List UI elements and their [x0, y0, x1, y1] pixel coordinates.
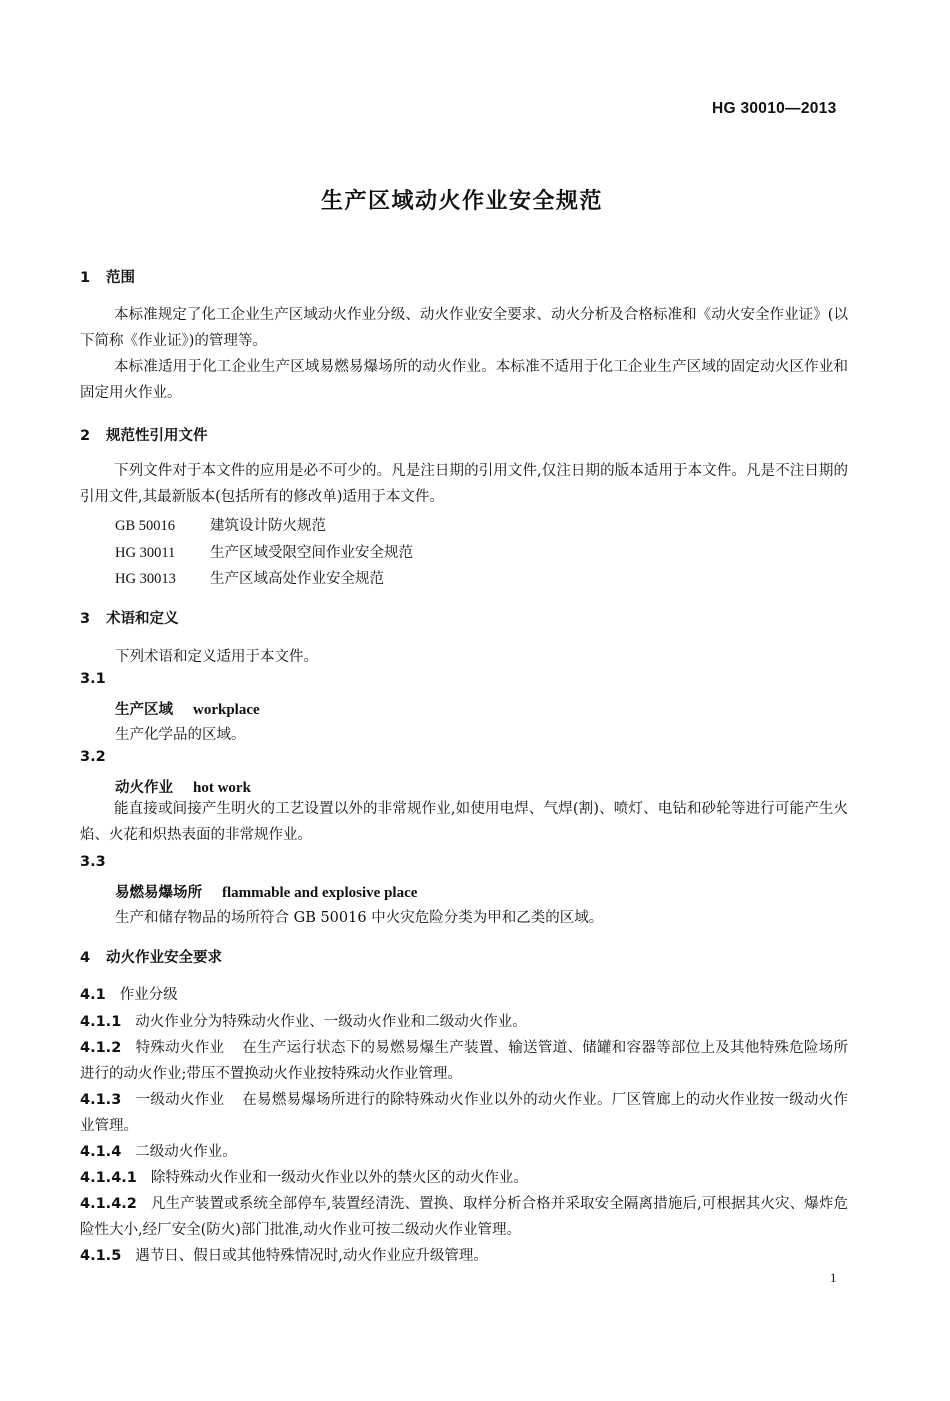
reference-code: HG 30011 — [115, 545, 176, 561]
section-2-heading — [80, 424, 208, 445]
clause-text: 除特殊动火作业和一级动火作业以外的禁火区的动火作业。 — [150, 1170, 528, 1186]
term-zh: 易燃易爆场所 — [115, 885, 202, 901]
term-zh: 生产区域 — [115, 702, 173, 718]
paragraph: 本标准适用于化工企业生产区域易燃易爆场所的动火作业。本标准不适用于化工企业生产区域的固定动火区作业和固定用火作业。 — [80, 359, 848, 401]
section-3-heading — [80, 607, 179, 628]
clause-title: 特殊动火作业 — [135, 1040, 225, 1056]
clause-4-1-3 — [80, 1087, 848, 1139]
clause-number: 4.1.5 — [80, 1248, 122, 1264]
reference-code: GB 50016 — [115, 518, 176, 534]
term-en: flammable and explosive place — [222, 885, 418, 901]
reference-item — [115, 514, 326, 535]
paragraph: 下列术语和定义适用于本文件。 — [115, 649, 318, 665]
section-4-heading — [80, 946, 222, 967]
clause-4-1-4 — [80, 1139, 848, 1165]
standard-code: HG 30010—2013 — [712, 100, 837, 117]
reference-name: 生产区域高处作业安全规范 — [210, 571, 384, 587]
term-number: 3.2 — [80, 749, 106, 765]
section-title: 动火作业安全要求 — [106, 950, 222, 966]
clause-text: 在生产运行状态下的易燃易爆生产装置、输送管道、储罐和容器等部位上及其他特殊危险场所进行的动火作业;带压不置换动火作业按特殊动火作业管理。 — [80, 1040, 848, 1082]
term-heading — [115, 776, 251, 797]
reference-name: 建筑设计防火规范 — [210, 518, 326, 534]
term-definition: 生产化学品的区域。 — [115, 727, 246, 743]
clause-4-1-4-1 — [80, 1165, 848, 1191]
reference-code: HG 30013 — [115, 571, 176, 587]
clause-number: 4.1.2 — [80, 1040, 122, 1056]
reference-item — [115, 567, 384, 588]
term-zh: 动火作业 — [115, 780, 173, 796]
section-number: 1 — [80, 270, 91, 286]
term-number: 3.3 — [80, 854, 106, 870]
clause-text: 凡生产装置或系统全部停车,装置经清洗、置换、取样分析合格并采取安全隔离措施后,可根据其火灾、爆炸危险性大小,经厂安全(防火)部门批准,动火作业可按二级动火作业管理。 — [80, 1196, 848, 1238]
section-number: 4 — [80, 950, 91, 966]
term-heading — [115, 698, 260, 719]
clause-title: 一级动火作业 — [135, 1092, 225, 1108]
section-title: 术语和定义 — [106, 611, 179, 627]
clause-4-1 — [80, 982, 848, 1008]
section-title: 范围 — [106, 270, 135, 286]
section-title: 规范性引用文件 — [106, 428, 208, 444]
clause-number: 4.1.4.2 — [80, 1196, 137, 1212]
document-title: 生产区域动火作业安全规范 — [320, 189, 603, 214]
term-definition: 能直接或间接产生明火的工艺设置以外的非常规作业,如使用电焊、气焊(割)、喷灯、电钻和砂轮等进行可能产生火焰、火花和炽热表面的非常规作业。 — [80, 801, 848, 843]
section-number: 2 — [80, 428, 91, 444]
section-1-heading — [80, 266, 135, 287]
clause-text: 作业分级 — [119, 987, 178, 1003]
section-number: 3 — [80, 611, 91, 627]
reference-item — [115, 541, 413, 562]
clause-4-1-5 — [80, 1243, 848, 1269]
clause-number: 4.1.4 — [80, 1144, 122, 1160]
paragraph: 下列文件对于本文件的应用是必不可少的。凡是注日期的引用文件,仅注日期的版本适用于本文件。凡是不注日期的引用文件,其最新版本(包括所有的修改单)适用于本文件。 — [80, 463, 848, 505]
clause-text: 动火作业分为特殊动火作业、一级动火作业和二级动火作业。 — [135, 1014, 527, 1030]
clause-text: 在易燃易爆场所进行的除特殊动火作业以外的动火作业。厂区管廊上的动火作业按一级动火作业管理。 — [80, 1092, 848, 1134]
clause-text: 二级动火作业。 — [135, 1144, 237, 1160]
clause-4-1-4-2 — [80, 1191, 848, 1243]
clause-number: 4.1.4.1 — [80, 1170, 137, 1186]
term-definition: 生产和储存物品的场所符合 GB 50016 中火灾危险分类为甲和乙类的区域。 — [115, 910, 604, 926]
clause-number: 4.1.3 — [80, 1092, 122, 1108]
paragraph: 本标准规定了化工企业生产区域动火作业分级、动火作业安全要求、动火分析及合格标准和《动火安全作业证》(以下简称《作业证》)的管理等。 — [80, 307, 848, 349]
term-number: 3.1 — [80, 671, 106, 687]
term-heading — [115, 881, 417, 902]
clause-number: 4.1.1 — [80, 1014, 122, 1030]
clause-4-1-2 — [80, 1035, 848, 1087]
clause-4-1-1 — [80, 1009, 848, 1035]
reference-name: 生产区域受限空间作业安全规范 — [210, 545, 413, 561]
term-en: hot work — [193, 780, 251, 796]
term-en: workplace — [193, 702, 260, 718]
clause-number: 4.1 — [80, 987, 106, 1003]
page-number: 1 — [830, 1270, 837, 1285]
clause-text: 遇节日、假日或其他特殊情况时,动火作业应升级管理。 — [135, 1248, 488, 1264]
